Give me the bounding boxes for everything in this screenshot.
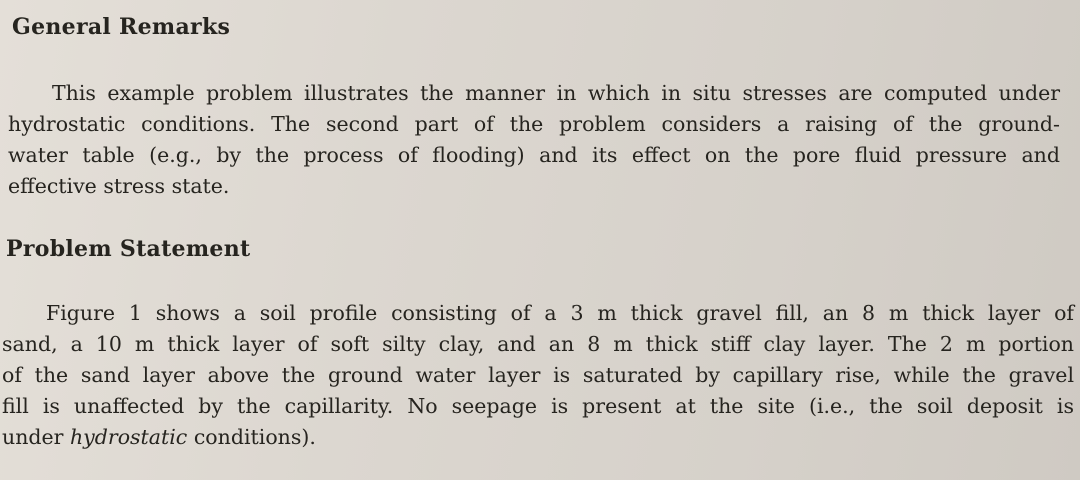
paragraph-line: Figure 1 shows a soil profile consisting of a 3 m thick gravel fill, an 8 m thick layer of bbox=[46, 301, 1074, 325]
paragraph-line: water table (e.g., by the process of flooding) and its effect on the pore fluid pressure and bbox=[8, 143, 1060, 167]
text-run: conditions). bbox=[187, 425, 316, 449]
paragraph-line: hydrostatic conditions. The second part of the problem considers a raising of the ground- bbox=[8, 112, 1060, 136]
paragraph-line: This example problem illustrates the manner in which in situ stresses are computed under bbox=[52, 81, 1060, 105]
paragraph-line: effective stress state. bbox=[8, 174, 230, 198]
paragraph-line-last bbox=[2, 422, 1074, 453]
text-run: under bbox=[2, 425, 70, 449]
section-heading-problem-statement: Problem Statement bbox=[6, 236, 251, 262]
emphasized-term: hydrostatic bbox=[69, 425, 188, 449]
paragraph-problem-statement bbox=[2, 298, 1074, 453]
paragraph-line: of the sand layer above the ground water layer is saturated by capillary rise, while the gravel bbox=[2, 363, 1074, 387]
paragraph-line: sand, a 10 m thick layer of soft silty clay, and an 8 m thick stiff clay layer. The 2 m portion bbox=[2, 332, 1074, 356]
section-heading-general-remarks: General Remarks bbox=[12, 14, 231, 40]
paragraph-general-remarks bbox=[8, 78, 1060, 202]
paragraph-line: fill is unaffected by the capillarity. No seepage is present at the site (i.e., the soil deposit is bbox=[2, 394, 1074, 418]
